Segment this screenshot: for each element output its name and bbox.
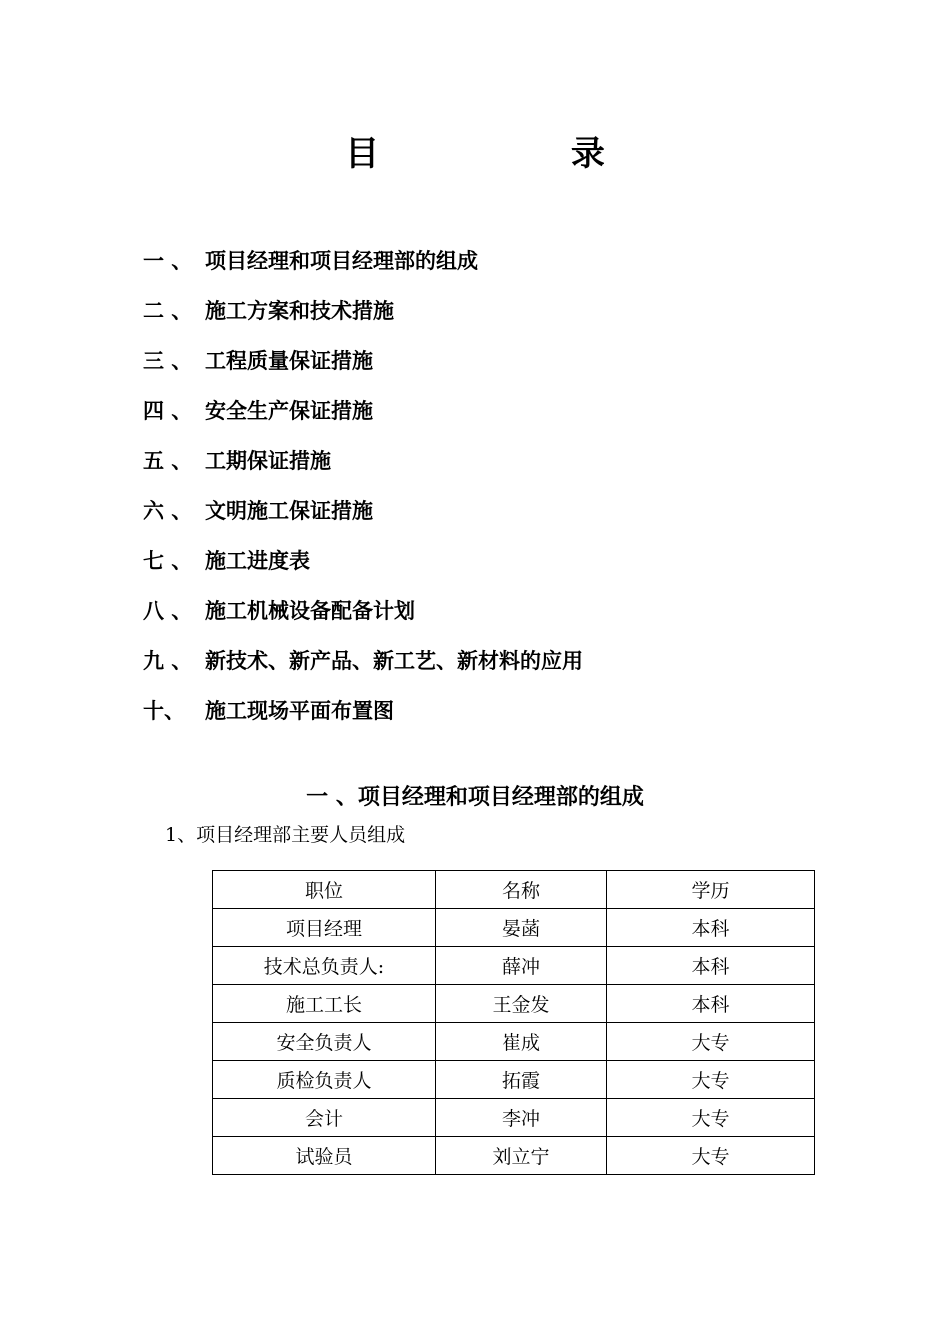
toc-item-number: 六 、 (143, 499, 193, 523)
toc-item-label: 工程质量保证措施 (205, 349, 373, 373)
toc-item-number: 一 、 (143, 249, 193, 273)
table-cell: 薛冲 (436, 947, 607, 985)
table-cell: 大专 (607, 1099, 815, 1137)
table-cell: 大专 (607, 1023, 815, 1061)
table-cell: 试验员 (213, 1137, 436, 1175)
table-cell: 拓霞 (436, 1061, 607, 1099)
table-row (213, 909, 815, 947)
table-cell: 大专 (607, 1137, 815, 1175)
table-cell: 晏菡 (436, 909, 607, 947)
toc-item-number: 九 、 (143, 649, 193, 673)
toc-item-label: 文明施工保证措施 (205, 499, 373, 523)
table-of-contents (143, 244, 583, 744)
table-header-row (213, 871, 815, 909)
table-cell: 李冲 (436, 1099, 607, 1137)
toc-item (143, 444, 583, 494)
table-cell: 施工工长 (213, 985, 436, 1023)
toc-item-number: 四 、 (143, 399, 193, 423)
section-heading: 一 、项目经理和项目经理部的组成 (306, 785, 644, 810)
table-row (213, 985, 815, 1023)
toc-item-label: 工期保证措施 (205, 449, 331, 473)
toc-item (143, 644, 583, 694)
table-row (213, 1137, 815, 1175)
table-cell: 本科 (607, 909, 815, 947)
toc-item-label: 施工进度表 (205, 549, 310, 573)
page-title: 目 录 (345, 134, 695, 174)
toc-item-number: 三 、 (143, 349, 193, 373)
toc-item (143, 294, 583, 344)
table-row (213, 1099, 815, 1137)
table-cell: 项目经理 (213, 909, 436, 947)
table-header-cell: 职位 (213, 871, 436, 909)
table-cell: 本科 (607, 985, 815, 1023)
toc-item (143, 544, 583, 594)
toc-item-label: 施工方案和技术措施 (205, 299, 394, 323)
table-cell: 安全负责人 (213, 1023, 436, 1061)
staff-table (212, 870, 815, 1175)
table-cell: 本科 (607, 947, 815, 985)
table-cell: 会计 (213, 1099, 436, 1137)
toc-item-number: 十、 (143, 699, 185, 723)
table-header-cell: 学历 (607, 871, 815, 909)
table-cell: 大专 (607, 1061, 815, 1099)
toc-item (143, 394, 583, 444)
toc-item-number: 七 、 (143, 549, 193, 573)
toc-item (143, 494, 583, 544)
table-cell: 崔成 (436, 1023, 607, 1061)
toc-item (143, 344, 583, 394)
table-header-cell: 名称 (436, 871, 607, 909)
table-cell: 刘立宁 (436, 1137, 607, 1175)
toc-item-label: 施工现场平面布置图 (205, 699, 394, 723)
toc-item-label: 施工机械设备配备计划 (205, 599, 415, 623)
table-row (213, 1023, 815, 1061)
toc-item-label: 新技术、新产品、新工艺、新材料的应用 (205, 649, 583, 673)
table-row (213, 1061, 815, 1099)
table-cell: 质检负责人 (213, 1061, 436, 1099)
toc-item-label: 项目经理和项目经理部的组成 (205, 249, 478, 273)
toc-item (143, 694, 583, 744)
table-row (213, 947, 815, 985)
toc-item (143, 244, 583, 294)
table-cell: 王金发 (436, 985, 607, 1023)
toc-item (143, 594, 583, 644)
toc-item-number: 八 、 (143, 599, 193, 623)
toc-item-number: 五 、 (143, 449, 193, 473)
toc-item-label: 安全生产保证措施 (205, 399, 373, 423)
table-cell: 技术总负责人: (213, 947, 436, 985)
toc-item-number: 二 、 (143, 299, 193, 323)
subsection-heading: 1、项目经理部主要人员组成 (165, 824, 406, 846)
